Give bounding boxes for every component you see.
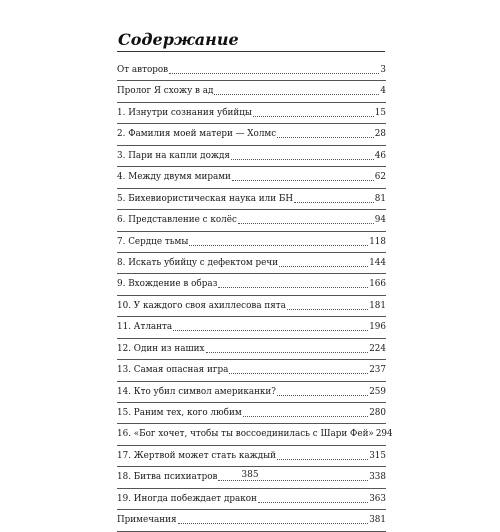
toc-entry-page: 181 — [369, 300, 386, 311]
toc-entry-title: Примечания — [117, 515, 177, 526]
toc-entry-line — [117, 63, 386, 76]
heading-underline — [117, 51, 385, 52]
toc-entry-line — [117, 127, 386, 140]
toc-entry-page: 237 — [369, 365, 386, 376]
dot-leader — [277, 395, 368, 396]
toc-entry-page: 94 — [374, 215, 386, 226]
toc-entry-page: 15 — [374, 107, 386, 118]
toc-entry-title: 15. Раним тех, кого любим — [117, 408, 242, 418]
dot-leader — [279, 266, 368, 267]
toc-entry-line — [117, 277, 386, 290]
toc-entry-line — [117, 449, 386, 462]
toc-entry-page: 3 — [380, 65, 386, 75]
toc-entry-page: 338 — [369, 472, 386, 483]
dot-leader — [231, 159, 374, 160]
toc-entry-title: 12. Один из наших — [117, 343, 205, 354]
toc-entry-line — [117, 106, 386, 119]
toc-entry-page: 144 — [369, 257, 386, 268]
toc-entry-title: 8. Искать убийцу с дефектом речи — [117, 257, 279, 268]
toc-entry-title: 10. У каждого своя ахиллесова пята — [117, 300, 286, 311]
dot-leader — [243, 416, 369, 417]
toc-entry-page: 118 — [369, 236, 386, 247]
toc-entry-title: Пролог Я схожу в ад — [117, 86, 214, 97]
dot-leader — [178, 523, 369, 524]
toc-entry-line — [117, 513, 386, 526]
toc-entry — [117, 167, 386, 188]
toc-entry — [117, 189, 386, 210]
toc-entry-line — [117, 149, 386, 162]
toc-entry — [117, 510, 386, 531]
dot-leader — [206, 352, 369, 353]
toc-entry — [117, 424, 393, 445]
toc-entry-line — [117, 342, 386, 355]
toc-entry-title: 4. Между двумя мирами — [117, 172, 231, 183]
toc-entry-title: От авторов — [117, 65, 169, 75]
toc-entry-title: 18. Битва психиатров — [117, 472, 218, 483]
toc-entry-title: 3. Пари на капли дождя — [117, 150, 230, 161]
dot-leader — [189, 245, 368, 246]
toc-entry — [117, 489, 386, 510]
toc-entry — [117, 296, 386, 317]
table-of-contents — [117, 60, 393, 532]
toc-entry-line — [117, 363, 386, 376]
toc-entry-page: 381 — [369, 515, 386, 526]
toc-entry-line — [117, 299, 386, 312]
dot-leader — [229, 373, 368, 374]
toc-entry-page: 4 — [380, 86, 386, 97]
toc-entry — [117, 253, 386, 274]
toc-entry-line — [117, 427, 393, 440]
toc-entry-line — [117, 213, 386, 226]
toc-entry-line — [117, 235, 386, 248]
toc-entry — [117, 60, 386, 81]
toc-entry-page: 363 — [369, 493, 386, 504]
toc-entry-line — [117, 256, 386, 269]
dot-leader — [238, 223, 374, 224]
toc-entry-page: 196 — [369, 322, 386, 333]
toc-entry-page: 81 — [374, 193, 386, 204]
dot-leader — [218, 287, 368, 288]
dot-leader — [277, 137, 374, 138]
toc-entry — [117, 382, 386, 403]
dot-leader — [173, 330, 368, 331]
toc-entry-page: 294 — [375, 429, 393, 440]
toc-entry — [117, 360, 386, 381]
dot-leader — [232, 180, 374, 181]
dot-leader — [294, 202, 374, 203]
toc-entry-page: 166 — [369, 279, 386, 290]
toc-entry-title: 13. Самая опасная игра — [117, 365, 229, 376]
toc-entry-title: 16. «Бог хочет, чтобы ты воссоединилась с Шари Фей» — [117, 429, 374, 440]
toc-entry — [117, 210, 386, 231]
dot-leader — [218, 480, 368, 481]
row-divider — [117, 531, 386, 532]
toc-entry-title: 5. Бихевиористическая наука или БН — [117, 193, 294, 204]
toc-entry-page: 259 — [369, 386, 386, 397]
toc-entry-page: 280 — [369, 408, 386, 418]
toc-entry-page: 62 — [374, 172, 386, 183]
toc-entry-title: 1. Изнутри сознания убийцы — [117, 107, 252, 118]
toc-entry — [117, 446, 386, 467]
toc-entry-line — [117, 170, 386, 183]
toc-entry-page: 315 — [369, 450, 386, 461]
dot-leader — [214, 94, 379, 95]
toc-entry — [117, 146, 386, 167]
toc-entry-page: 28 — [374, 129, 386, 140]
toc-entry-page: 46 — [374, 150, 386, 161]
toc-entry — [117, 339, 386, 360]
toc-entry — [117, 317, 386, 338]
dot-leader — [253, 116, 374, 117]
toc-entry — [117, 232, 386, 253]
toc-entry-title: 6. Представление с колёс — [117, 215, 237, 226]
toc-entry-line — [117, 492, 386, 505]
toc-entry-title: 9. Вхождение в образ — [117, 279, 218, 290]
toc-entry-line — [117, 385, 386, 398]
toc-entry — [117, 274, 386, 295]
toc-entry-title: 14. Кто убил символ американки? — [117, 386, 277, 397]
toc-entry-line — [117, 192, 386, 205]
toc-entry — [117, 403, 386, 424]
dot-leader — [169, 73, 379, 74]
page-number: 385 — [241, 470, 259, 480]
toc-entry — [117, 81, 386, 102]
toc-entry — [117, 103, 386, 124]
toc-heading: Содержание — [118, 30, 239, 49]
dot-leader — [277, 459, 368, 460]
toc-entry-line — [117, 406, 386, 419]
toc-entry-line — [117, 84, 386, 97]
toc-entry-title: 2. Фамилия моей матери — Холмс — [117, 129, 277, 140]
toc-entry-line — [117, 320, 386, 333]
toc-entry-title: 11. Атланта — [117, 322, 173, 333]
toc-entry-page: 224 — [369, 343, 386, 354]
toc-entry-title: 19. Иногда побеждает дракон — [117, 493, 257, 504]
dot-leader — [258, 502, 368, 503]
toc-entry — [117, 124, 386, 145]
dot-leader — [287, 309, 368, 310]
toc-entry-title: 17. Жертвой может стать каждый — [117, 450, 276, 461]
toc-entry-title: 7. Сердце тьмы — [117, 236, 189, 247]
